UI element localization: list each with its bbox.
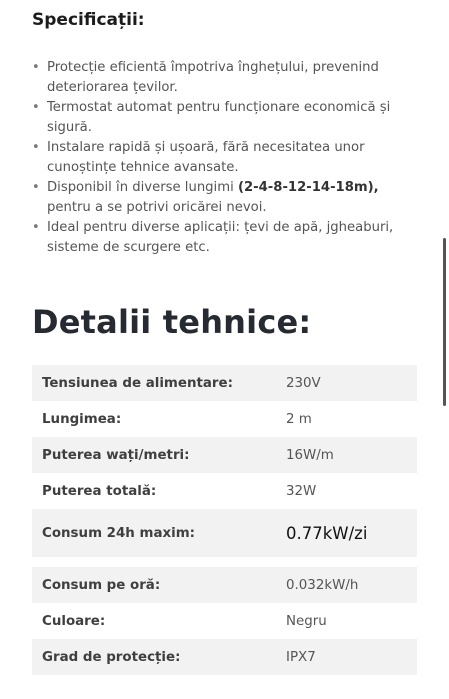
table-row	[32, 603, 417, 639]
spec-text-before: Disponibil în diverse lungimi	[47, 180, 238, 195]
bullet-icon: •	[32, 60, 40, 75]
spec-text: Termostat automat pentru funcționare economică și sigură.	[47, 100, 391, 135]
table-row	[32, 437, 417, 473]
row-value: 0.77kW/zi	[286, 523, 368, 543]
table-row	[32, 509, 417, 557]
row-value: 0.032kW/h	[286, 577, 359, 593]
row-label: Puterea totală:	[42, 483, 157, 499]
spec-item	[32, 178, 412, 218]
row-label: Consum pe oră:	[42, 577, 161, 593]
row-label: Culoare:	[42, 613, 106, 629]
row-value: Negru	[286, 613, 327, 629]
bullet-icon: •	[32, 180, 40, 195]
table-row	[32, 365, 417, 401]
row-label: Puterea wați/metri:	[42, 447, 190, 463]
table-row	[32, 401, 417, 437]
scrollbar-thumb[interactable]	[443, 238, 446, 406]
bullet-icon: •	[32, 140, 40, 155]
row-value: 32W	[286, 483, 317, 499]
row-label: Consum 24h maxim:	[42, 525, 196, 541]
row-value: IPX7	[286, 649, 316, 665]
bullet-icon: •	[32, 220, 40, 235]
row-value: 2 m	[286, 411, 312, 427]
row-value: 230V	[286, 375, 321, 391]
row-label: Tensiunea de alimentare:	[42, 375, 233, 391]
row-label: Grad de protecție:	[42, 649, 181, 665]
spec-text: Ideal pentru diverse aplicații: țevi de apă, jgheaburi, sisteme de scurgere etc.	[47, 220, 394, 255]
spec-text: Protecție eficientă împotriva înghețului, prevenind deteriorarea țevilor.	[47, 60, 379, 95]
spec-item	[32, 138, 412, 178]
table-row	[32, 639, 417, 675]
row-label: Lungimea:	[42, 411, 122, 427]
table-row	[32, 473, 417, 509]
spec-text: Instalare rapidă și ușoară, fără necesitatea unor cunoștințe tehnice avansate.	[47, 140, 365, 175]
bullet-icon: •	[32, 100, 40, 115]
technical-details-heading: Detalii tehnice:	[32, 303, 312, 341]
spec-item	[32, 58, 412, 98]
specifications-list	[32, 58, 412, 258]
table-row	[32, 567, 417, 603]
spec-item	[32, 218, 412, 258]
specifications-heading: Specificații:	[32, 10, 145, 30]
row-value: 16W/m	[286, 447, 334, 463]
spec-text-after: pentru a se potrivi oricărei nevoi.	[47, 200, 267, 215]
technical-details-table	[32, 365, 417, 675]
spec-item	[32, 98, 412, 138]
spec-lengths-bold: (2-4-8-12-14-18m),	[237, 180, 379, 195]
